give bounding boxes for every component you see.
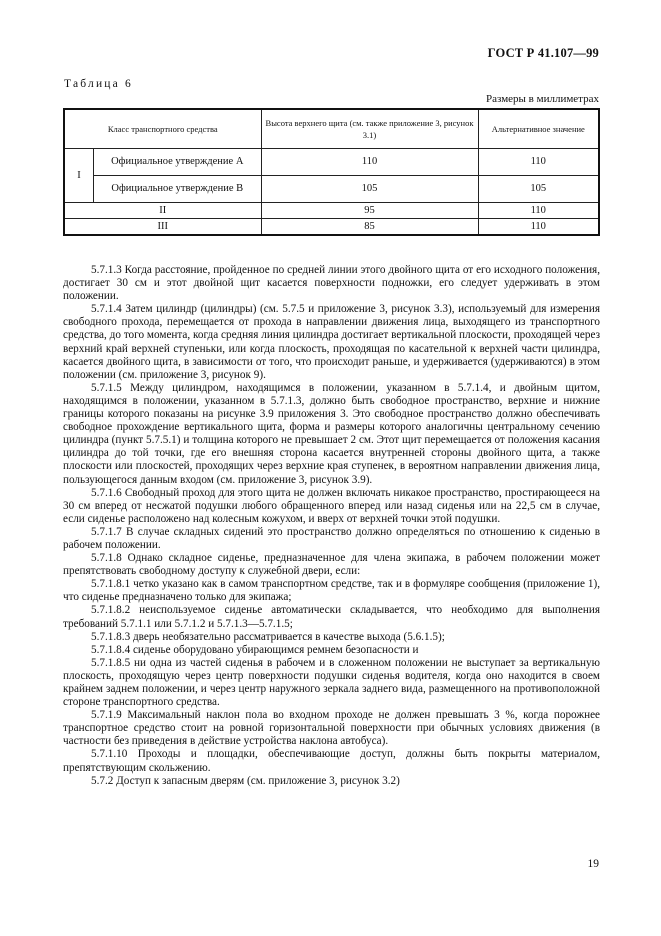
paragraph: 5.7.2 Доступ к запасным дверям (см. приложение 3, рисунок 3.2) — [91, 774, 400, 787]
paragraph: 5.7.1.8.2 неиспользуемое сиденье автоматически складывается, что необходимо для выполнения требований 5.7.1.1 или 5.7.1.2 и 5.7.1.3—5.7.1.5; — [63, 604, 600, 630]
table-6 — [63, 108, 600, 236]
row-alt: 105 — [478, 176, 599, 203]
table-row — [64, 149, 599, 176]
row-alt: 110 — [478, 149, 599, 176]
standard-designation: ГОСТ Р 41.107—99 — [487, 46, 599, 60]
row-height: 105 — [261, 176, 478, 203]
row-height: 95 — [261, 203, 478, 219]
row-alt: 110 — [478, 203, 599, 219]
paragraph: 5.7.1.8.1 четко указано как в самом транспортном средстве, так и в формуляре сообщения (приложение 1), что сиденье предназначено только для экипажа; — [63, 578, 600, 604]
paragraph: 5.7.1.10 Проходы и площадки, обеспечивающие доступ, должны быть покрыты материалом, препятствующим скольжению. — [63, 748, 600, 774]
paragraph: 5.7.1.7 В случае складных сидений это пространство должно определяться по отношению к сиденью в рабочем положении. — [63, 525, 600, 551]
table-header-row — [64, 109, 599, 149]
row-label: Официальное утверждение В — [94, 176, 262, 203]
paragraph: 5.7.1.5 Между цилиндром, находящимся в положении, указанном в 5.7.1.4, и двойным щитом, находящимся в положении, указанном в 5.7.1.3, должно быть свободное пространство, верхние и нижние границы которого показаны на рисунке 3.9 приложения 3. Это свободное пространство должно обеспечивать свободное прохождение вертикального щита, форма и размеры которого аналогичны центральному сечению цилиндра (пункт 5.7.5.1) и толщина которого не превышает 2 см. Этот щит перемещается от положения касания цилиндра до той точки, где его внешняя сторона касается внутренней стороны двойного щита, а также плоскости или плоскостей, проходящих через верхние края ступенек, в вероятном направлении движения лица, пользующегося данным входом (см. приложение 3, рисунок 3.9). — [63, 381, 600, 486]
row-label: II — [64, 203, 261, 219]
paragraph: 5.7.1.8.3 дверь необязательно рассматривается в качестве выхода (5.6.1.5); — [91, 630, 445, 643]
row-label: III — [64, 219, 261, 236]
paragraph: 5.7.1.8.4 сиденье оборудовано убирающимся ремнем безопасности и — [91, 643, 419, 656]
header-upper-panel-height: Высота верхнего щита (см. также приложение 3, рисунок 3.1) — [261, 109, 478, 149]
header-alternative-value: Альтернативное значение — [478, 109, 599, 149]
table-row — [64, 219, 599, 236]
row-height: 110 — [261, 149, 478, 176]
paragraph: 5.7.1.8.5 ни одна из частей сиденья в рабочем и в сложенном положении не выступает за вертикальную плоскость, проходящую через центр поверхности подушки сиденья водителя, когда оно находится в своем крайнем заднем положении, и через центр наружного зеркала заднего вида, размещенного на противоположной стороне транспортного средства. — [63, 656, 600, 709]
paragraph: 5.7.1.9 Максимальный наклон пола во входном проходе не должен превышать 3 %, когда порожнее транспортное средство стоит на ровной горизонтальной поверхности при обычных условиях движения (в частности без приведения в действие устройства наклона автобуса). — [63, 709, 600, 748]
table-row — [64, 176, 599, 203]
body-text — [63, 264, 600, 788]
class-i-cell: I — [64, 149, 94, 203]
paragraph: 5.7.1.3 Когда расстояние, пройденное по средней линии этого двойного щита от его исходного положения, достигает 30 см и этот двойной щит касается поверхности подножки, его следует удерживать в этом положении. — [63, 264, 600, 303]
table-units: Размеры в миллиметрах — [486, 93, 599, 105]
page-number: 19 — [587, 858, 599, 870]
table-row — [64, 203, 599, 219]
row-label: Официальное утверждение А — [94, 149, 262, 176]
row-height: 85 — [261, 219, 478, 236]
paragraph: 5.7.1.6 Свободный проход для этого щита не должен включать никакое пространство, простирающееся на 30 см вперед от несжатой подушки любого обращенного вперед или назад сиденья или на 22,5 см в случае, если сиденье расположено над колесным кожухом, и вверх от верхней точки этой подушки. — [63, 486, 600, 525]
paragraph: 5.7.1.8 Однако складное сиденье, предназначенное для члена экипажа, в рабочем положении может препятствовать свободному доступу к служебной двери, если: — [63, 552, 600, 578]
header-vehicle-class: Класс транспортного средства — [64, 109, 261, 149]
table-caption: Таблица 6 — [64, 78, 133, 90]
row-alt: 110 — [478, 219, 599, 236]
paragraph: 5.7.1.4 Затем цилиндр (цилиндры) (см. 5.7.5 и приложение 3, рисунок 3.3), используемый для измерения свободного прохода, перемещается от прохода в направлении движения лица, выходящего из транспортного средства, до того момента, когда средняя линия цилиндра достигает вертикальной плоскости, проходящей через верхний край верхней ступеньки, или когда плоскость, проходящая по касательной к верхней части цилиндра, касается двойного щита, в зависимости от того, что происходит раньше, и удерживается (удерживаются) в этом положении (см. приложение 3, рисунок 9). — [63, 303, 600, 381]
